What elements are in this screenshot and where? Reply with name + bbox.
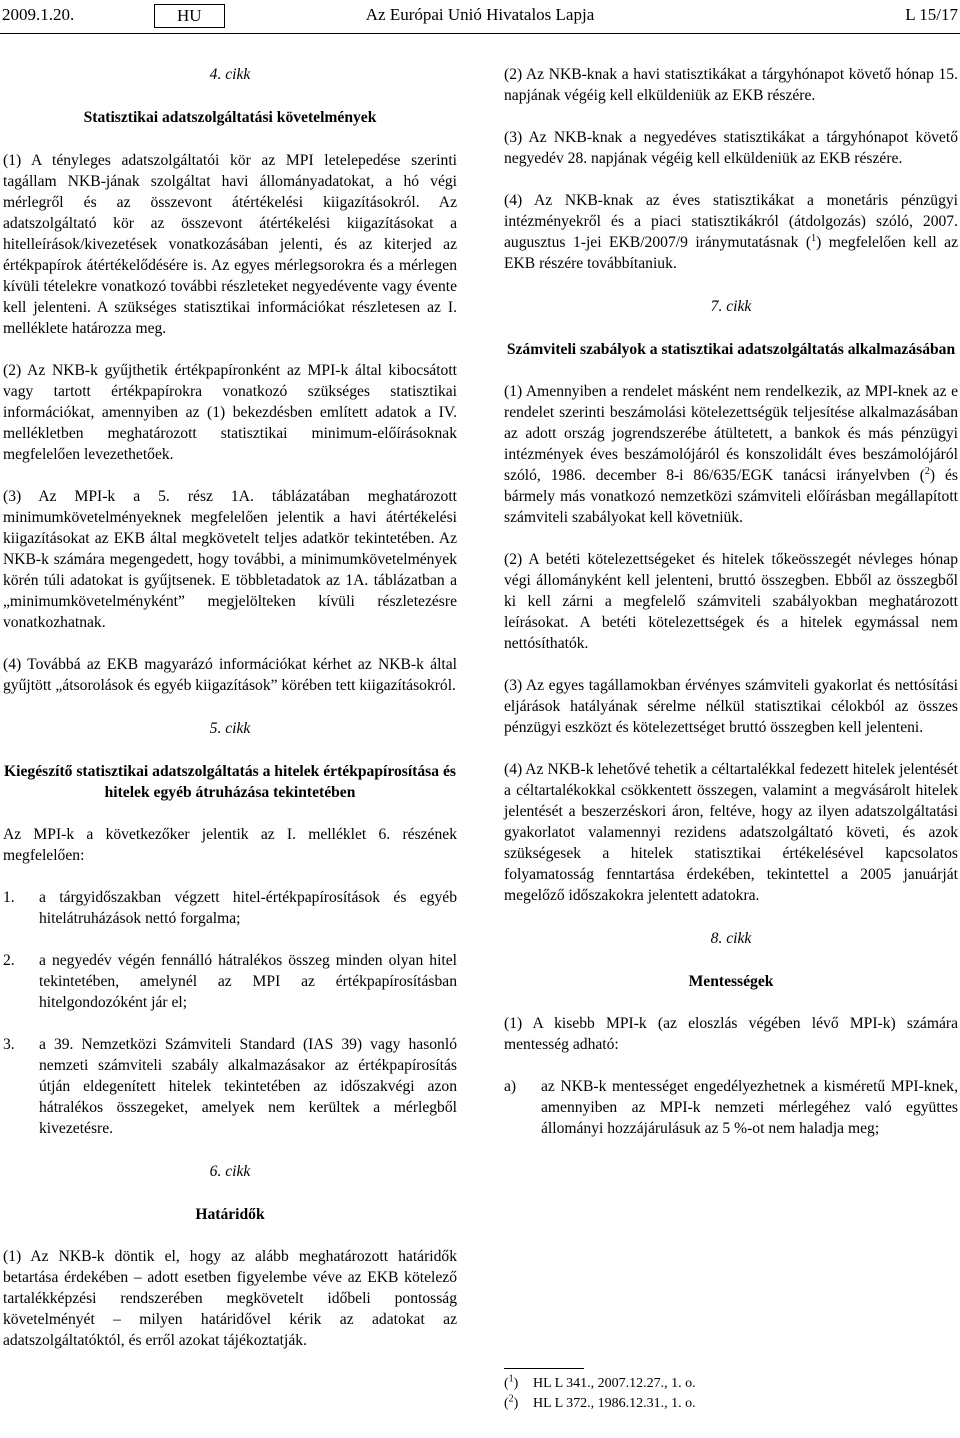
article-5-intro: Az MPI-k a következőker jelentik az I. melléklet 6. részének megfelelően: — [3, 826, 457, 864]
list-item — [3, 887, 457, 929]
article-4-paragraph-2: (2) Az NKB-k gyűjthetik értékpapíronként az MPI-k által kibocsátott vagy tartott értékpapírokra vonatkozó szükséges statisztikai információkat, amennyiben az (1) bekezdésben említett adatok a IV. mellékletben meghatározott statisztikai minimum-előírásoknak megfelelően levezethetőek. — [3, 362, 457, 463]
article-7-title: Számviteli szabályok a statisztikai adatszolgáltatás alkalmazásában — [506, 341, 956, 358]
footnotes — [504, 1374, 958, 1414]
article-6-title: Határidők — [195, 1206, 265, 1223]
article-4-label: 4. cikk — [209, 66, 251, 83]
article-7-paragraph-4: (4) Az NKB-k lehetővé tehetik a céltartalékkal fedezett hitelek jelentését a céltartalékokkal csökkentett összegen, valamint a megvásárolt hitelek jelentését a beszerzéskori áron, feltéve, hogy az ilyen adatszolgáltatási gyakorlatot valamennyi rezidens adatszolgáltató követi, és azok szükségesek a hitelek statisztikai értékelésével kapcsolatos folyamatosság fenntartása érdekében, tekintettel a 2005 januárját megelőző időszakokra jelentett adatokra. — [504, 761, 958, 904]
footnote — [504, 1374, 958, 1394]
paragraph-text: ) és bármely más vonatkozó nemzetközi számviteli előírásban megállapított számviteli szabályokat kell követniük. — [504, 467, 958, 526]
footnote-text: HL L 372., 1986.12.31., 1. o. — [533, 1396, 696, 1411]
article-7-paragraph-1 — [504, 381, 958, 528]
article-6-paragraph-2: (2) Az NKB-knak a havi statisztikákat a tárgyhónapot követő hónap 15. napjának végéig kell elküldeniük az EKB részére. — [504, 66, 958, 104]
list-item — [3, 1034, 457, 1139]
list-item-letter: a) — [504, 1078, 517, 1095]
article-4-paragraph-4: (4) Továbbá az EKB magyarázó információkat kérhet az NKB-k által gyűjtött „átsorolások és egyéb kiigazítások” körében tett kiigazításokról. — [3, 656, 457, 694]
article-8-paragraph-1: (1) A kisebb MPI-k (az eloszlás végében lévő MPI-k) számára mentesség adható: — [504, 1015, 958, 1053]
article-6-paragraph-4 — [504, 190, 958, 274]
list-item — [3, 950, 457, 1013]
paragraph-text: ) megfelelően kell az EKB részére továbbítaniuk. — [504, 234, 958, 272]
article-5-title: Kiegészítő statisztikai adatszolgáltatás a hitelek értékpapírosítása és hitelek egyéb átruházása tekintetében — [4, 763, 456, 801]
article-8-label: 8. cikk — [710, 930, 752, 947]
list-item-number: 3. — [3, 1036, 15, 1053]
article-6-paragraph-3: (3) Az NKB-knak a negyedéves statisztikákat a tárgyhónapot követő negyedév 28. napjának végéig kell elküldeniük az EKB részére. — [504, 129, 958, 167]
paragraph-text: (4) Az NKB-knak az éves statisztikákat a monetáris pénzügyi intézményekről és a piaci statisztikákról (átdolgozás) szóló, 2007. augusztus 1-jei EKB/2007/9 iránymutatásnak ( — [504, 192, 958, 251]
list-item — [504, 1076, 958, 1139]
header-date: 2009.1.20. — [2, 5, 75, 24]
article-7-paragraph-3: (3) Az egyes tagállamokban érvényes számviteli gyakorlat és nettósítási eljárások hatályának sérelme nélkül statisztikai célokból az összes pénzügyi eszközt és kötelezettséget bruttó összegben kell jelenteni. — [504, 677, 958, 736]
footnote — [504, 1394, 958, 1414]
language-code-box: HU — [154, 4, 225, 28]
footnote-ref-2: 2 — [924, 465, 930, 477]
page-header — [2, 0, 958, 30]
journal-title: Az Európai Unió Hivatalos Lapja — [365, 5, 595, 24]
list-item-number: 1. — [3, 889, 15, 906]
footnote-number: ($^1$) — [504, 1373, 519, 1391]
right-column — [504, 58, 958, 1139]
article-4-paragraph-3: (3) Az MPI-k a 5. rész 1A. táblázatában meghatározott minimumkövetelményeknek megfelelően jelentik a havi átértékelési kiigazításokat az EKB által megkövetelt teljes adatkör tekintetében. Az NKB-k számára megengedett, hogy további, a minimumkövetelmények körén túli adatokat is gyűjtsenek. E többletadatok az 1A. táblázatban a „minimumkövetelményként” megjelölteken kívüli részletezésre vonatkozhatnak. — [3, 488, 457, 631]
article-6-label: 6. cikk — [209, 1163, 251, 1180]
footnote-rule — [504, 1368, 584, 1369]
footnote-number: ($^2$) — [504, 1393, 519, 1411]
left-column — [3, 58, 457, 1351]
page-number: L 15/17 — [905, 5, 958, 24]
list-item-text: a tárgyidőszakban végzett hitel-értékpapírosítások és egyéb hitelátruházások nettó forgalma; — [39, 889, 457, 927]
article-5-label: 5. cikk — [209, 720, 251, 737]
article-4-title: Statisztikai adatszolgáltatási követelmények — [83, 109, 377, 126]
footnote-ref-1: 1 — [811, 232, 817, 244]
list-item-text: a negyedév végén fennálló hátralékos összeg minden olyan hitel tekintetében, amelynél az MPI az értékpapírosításban hitelgondozóként jár el; — [39, 952, 457, 1011]
paragraph-text: (1) Amennyiben a rendelet másként nem rendelkezik, az MPI-knek az e rendelet szerinti beszámolási kötelezettségük teljesítése alkalmazásában az adott ország jogrendszerébe átültetett, a bankok és más pénzügyi intézmények éves beszámolójáról és konszolidált éves beszámolójáról szóló, 1986. december 8-i 86/635/EGK tanácsi irányelvben ( — [504, 383, 958, 484]
header-rule — [0, 33, 960, 34]
list-item-text: a 39. Nemzetközi Számviteli Standard (IAS 39) vagy hasonló nemzeti számviteli szabály alkalmazásakor az értékpapírosítás útján eldegenített hitelek tekintetében az időszakvégi azon hátralékos összegeket, amelyek nem kerültek a mérlegből kivezetésre. — [39, 1036, 457, 1137]
article-6-paragraph-1: (1) Az NKB-k döntik el, hogy az alább meghatározott határidők betartása érdekében – adott esetben figyelembe véve az EKB kötelező tartalékképzési rendszerében megkövetelt időbeli pontosság követelményét – milyen határidővel kérik az adatokat az adatszolgáltatóktól, és erről azokat tájékoztatják. — [3, 1248, 457, 1349]
footnote-text: HL L 341., 2007.12.27., 1. o. — [533, 1376, 696, 1391]
list-item-text: az NKB-k mentességet engedélyezhetnek a kisméretű MPI-knek, amennyiben az MPI-k nemzeti mérlegéhez való együttes állományi hozzájárulásuk az 5 %-ot nem haladja meg; — [541, 1078, 958, 1137]
list-item-number: 2. — [3, 952, 15, 969]
article-8-title: Mentességek — [688, 973, 774, 990]
article-7-label: 7. cikk — [710, 298, 752, 315]
article-7-paragraph-2: (2) A betéti kötelezettségeket és hitelek tőkeösszegét névleges hónap végi állományként kell jelenteni, bruttó összegben. Ebből az összegből ki kell zárni a megfelelő számviteli szabályokban meghatározott leírásokat. A betéti kötelezettségek és a hitelek egymással nem nettósíthatók. — [504, 551, 958, 652]
article-4-paragraph-1: (1) A tényleges adatszolgáltatói kör az MPI letelepedése szerinti tagállam NKB-jának szolgáltat havi állományadatokat, a hó végi mérlegről és az összevont átértékelési kiigazításokról. Az adatszolgáltató kör az összevont átértékelési kiigazításokat a hitelleírások/kivezetések vonatkozásában jelenti, és az kiterjed az értékpapírok átértékelődésére is. Az egyes mérlegsorokra és a mérlegen kívüli tételekre vonatkozó további részleteket negyedévente vagy évente kell jelenteni. A szükséges statisztikai információkat részletesen az I. melléklete határozza meg. — [3, 152, 457, 337]
